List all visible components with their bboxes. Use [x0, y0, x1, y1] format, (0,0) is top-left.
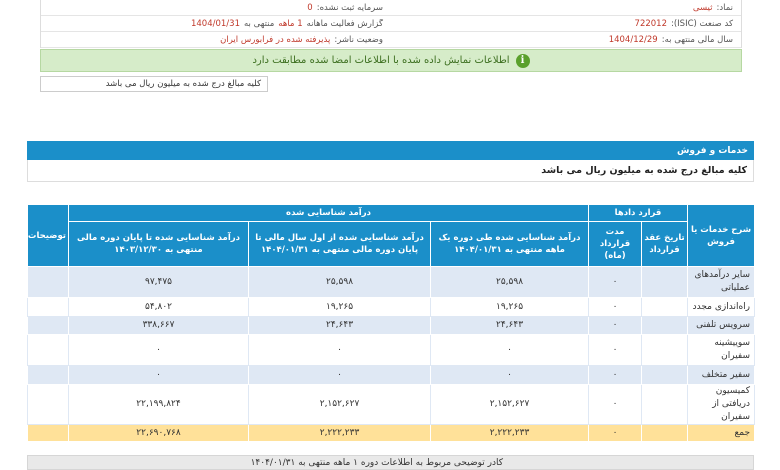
unit-note: کلیه مبالغ درج شده به میلیون ریال می باشد [40, 76, 268, 92]
info-icon: i [516, 54, 530, 68]
row-date [642, 267, 688, 298]
header-contract-date: تاریخ عقد قرارداد [642, 222, 688, 267]
row-prev: ۳۳۸,۶۶۷ [69, 317, 249, 335]
row-ytd: ۰ [249, 366, 431, 385]
row-ytd: ۲۵,۵۹۸ [249, 267, 431, 298]
table-row [28, 298, 755, 317]
row-notes [28, 298, 69, 317]
header-contract-duration: مدت قرارداد (ماه) [589, 222, 642, 267]
header-description: شرح خدمات یا فروش [688, 205, 755, 267]
publisher-status-cell [41, 35, 391, 45]
row-notes [28, 366, 69, 385]
total-period: ۲,۲۲۲,۲۳۳ [431, 425, 589, 442]
row-period: ۰ [431, 366, 589, 385]
row-duration: ۰ [589, 267, 642, 298]
total-duration: ۰ [589, 425, 642, 442]
table-row [28, 385, 755, 425]
section-subtitle: کلیه مبالغ درج شده به میلیون ریال می باشد [27, 160, 754, 182]
section-title: خدمات و فروش [27, 141, 754, 160]
row-name: کمیسیون دریافتی از سفیران [688, 385, 755, 425]
row-ytd: ۲,۱۵۲,۶۲۷ [249, 385, 431, 425]
isic-label: کد صنعت (ISIC): [670, 18, 733, 29]
info-row-1 [41, 0, 741, 16]
row-notes [28, 317, 69, 335]
row-prev: ۹۷,۴۷۵ [69, 267, 249, 298]
total-date [642, 425, 688, 442]
row-date [642, 317, 688, 335]
symbol-cell [391, 3, 741, 13]
publisher-status-value: پذیرفته شده در فرابورس ایران [220, 34, 331, 45]
fiscal-year-label: سال مالی منتهی به: [661, 34, 733, 45]
symbol-label: نماد: [716, 2, 733, 13]
row-notes [28, 385, 69, 425]
row-period: ۲,۱۵۲,۶۲۷ [431, 385, 589, 425]
row-notes [28, 267, 69, 298]
table-header-row-2 [28, 222, 755, 267]
row-name: راه‌اندازی مجدد [688, 298, 755, 317]
row-duration: ۰ [589, 298, 642, 317]
header-notes: توضیحات [28, 205, 69, 267]
verification-banner [40, 49, 742, 72]
total-notes [28, 425, 69, 442]
header-contracts: قرارد دادها [589, 205, 688, 222]
row-prev: ۲۲,۱۹۹,۸۲۴ [69, 385, 249, 425]
row-period: ۲۴,۶۴۳ [431, 317, 589, 335]
total-prev: ۲۲,۶۹۰,۷۶۸ [69, 425, 249, 442]
row-period: ۲۵,۵۹۸ [431, 267, 589, 298]
fiscal-year-value: 1404/12/29 [608, 34, 658, 45]
symbol-value[interactable]: ثیسی [692, 2, 713, 13]
report-cell [41, 19, 391, 29]
row-duration: ۰ [589, 385, 642, 425]
row-date [642, 298, 688, 317]
table-header-row-1 [28, 205, 755, 222]
table-row [28, 317, 755, 335]
row-name: سایر درآمدهای عملیاتی [688, 267, 755, 298]
row-prev: ۰ [69, 335, 249, 366]
report-label: گزارش فعالیت ماهانه [306, 18, 383, 29]
row-period: ۰ [431, 335, 589, 366]
table-row [28, 267, 755, 298]
table-row [28, 366, 755, 385]
row-duration: ۰ [589, 317, 642, 335]
row-ytd: ۱۹,۲۶۵ [249, 298, 431, 317]
row-duration: ۰ [589, 366, 642, 385]
report-date-value: 1404/01/31 [190, 18, 240, 29]
banner-text: اطلاعات نمایش داده شده با اطلاعات امضا شده مطابقت دارد [252, 55, 510, 66]
isic-value: 722012 [634, 18, 667, 29]
publisher-status-label: وضعیت ناشر: [334, 34, 383, 45]
info-row-2 [41, 16, 741, 32]
row-date [642, 366, 688, 385]
company-info-panel [40, 0, 742, 48]
report-date-prefix: منتهی به [243, 18, 275, 29]
total-ytd: ۲,۲۲۲,۲۳۳ [249, 425, 431, 442]
row-name: سفیر متخلف [688, 366, 755, 385]
row-notes [28, 335, 69, 366]
unregistered-capital-value: 0 [307, 2, 313, 13]
row-ytd: ۰ [249, 335, 431, 366]
row-prev: ۵۴,۸۰۲ [69, 298, 249, 317]
row-period: ۱۹,۲۶۵ [431, 298, 589, 317]
footer-note: کادر توضیحی مربوط به اطلاعات دوره ۱ ماهه منتهی به ۱۴۰۴/۰۱/۳۱ [27, 455, 754, 470]
capital-cell [41, 3, 391, 13]
total-name: جمع [688, 425, 755, 442]
table-row [28, 335, 755, 366]
row-duration: ۰ [589, 335, 642, 366]
isic-cell [391, 19, 741, 29]
fiscal-year-cell [391, 35, 741, 45]
row-ytd: ۲۴,۶۴۳ [249, 317, 431, 335]
unregistered-capital-label: سرمایه ثبت نشده: [316, 2, 383, 13]
row-name: سرویس تلفنی [688, 317, 755, 335]
header-revenue-period: درآمد شناسایی شده طی دوره یک ماهه منتهی به ۱۴۰۴/۰۱/۳۱ [431, 222, 589, 267]
row-date [642, 385, 688, 425]
header-revenue-prev-year: درآمد شناسایی شده تا پایان دوره مالی منتهی به ۱۴۰۳/۱۲/۳۰ [69, 222, 249, 267]
report-period-value: 1 ماهه [278, 18, 303, 29]
info-row-3 [41, 32, 741, 48]
row-date [642, 335, 688, 366]
row-prev: ۰ [69, 366, 249, 385]
header-revenue-ytd: درآمد شناسایی شده از اول سال مالی تا پایان دوره مالی منتهی به ۱۴۰۴/۰۱/۳۱ [249, 222, 431, 267]
header-recognized-revenue: درآمد شناسایی شده [69, 205, 589, 222]
row-name: سوییشینه سفیران [688, 335, 755, 366]
table-total-row [28, 425, 755, 442]
services-sales-table [27, 204, 755, 442]
